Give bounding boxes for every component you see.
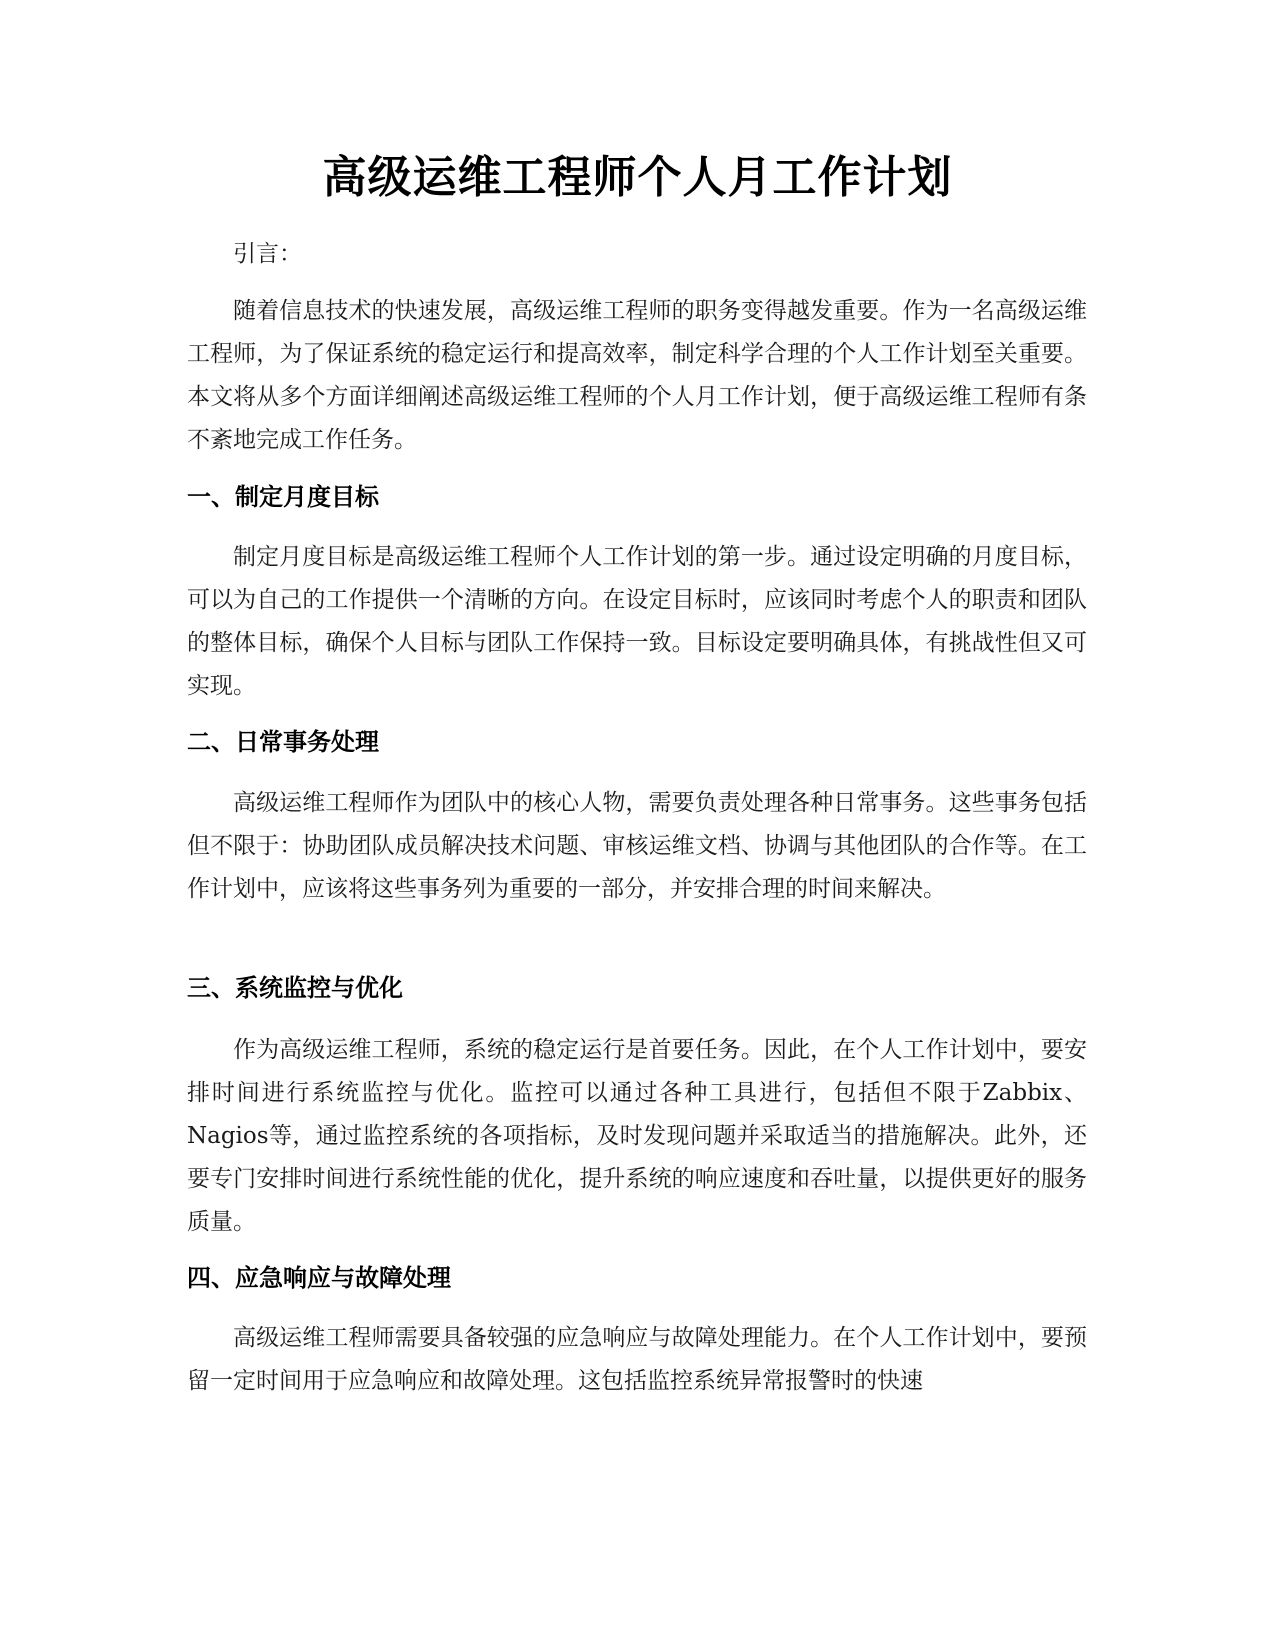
- section-1-paragraph: 制定月度目标是高级运维工程师个人工作计划的第一步。通过设定明确的月度目标，可以为自己的工作提供一个清晰的方向。在设定目标时，应该同时考虑个人的职责和团队的整体目标，确保个人目标与团队工作保持一致。目标设定要明确具体，有挑战性但又可实现。: [187, 544, 1087, 699]
- section-1-heading: 一、制定月度目标: [187, 483, 379, 511]
- section-4-heading: 四、应急响应与故障处理: [187, 1264, 451, 1292]
- section-4-paragraph: 高级运维工程师需要具备较强的应急响应与故障处理能力。在个人工作计划中，要预留一定时间用于应急响应和故障处理。这包括监控系统异常报警时的快速: [187, 1325, 1087, 1394]
- document-title: 高级运维工程师个人月工作计划: [322, 152, 953, 203]
- intro-label: 引言：: [233, 241, 302, 267]
- section-2-heading: 二、日常事务处理: [187, 728, 379, 756]
- intro-paragraph: 随着信息技术的快速发展，高级运维工程师的职务变得越发重要。作为一名高级运维工程师，为了保证系统的稳定运行和提高效率，制定科学合理的个人工作计划至关重要。本文将从多个方面详细阐述高级运维工程师的个人月工作计划，便于高级运维工程师有条不紊地完成工作任务。: [187, 298, 1087, 453]
- section-3-heading: 三、系统监控与优化: [187, 974, 403, 1002]
- section-3-paragraph: 作为高级运维工程师，系统的稳定运行是首要任务。因此，在个人工作计划中，要安排时间进行系统监控与优化。监控可以通过各种工具进行，包括但不限于Zabbix、Nagios等，通过监控系统的各项指标，及时发现问题并采取适当的措施解决。此外，还要专门安排时间进行系统性能的优化，提升系统的响应速度和吞吐量，以提供更好的服务质量。: [187, 1037, 1087, 1235]
- section-2-paragraph: 高级运维工程师作为团队中的核心人物，需要负责处理各种日常事务。这些事务包括但不限于：协助团队成员解决技术问题、审核运维文档、协调与其他团队的合作等。在工作计划中，应该将这些事务列为重要的一部分，并安排合理的时间来解决。: [187, 790, 1087, 902]
